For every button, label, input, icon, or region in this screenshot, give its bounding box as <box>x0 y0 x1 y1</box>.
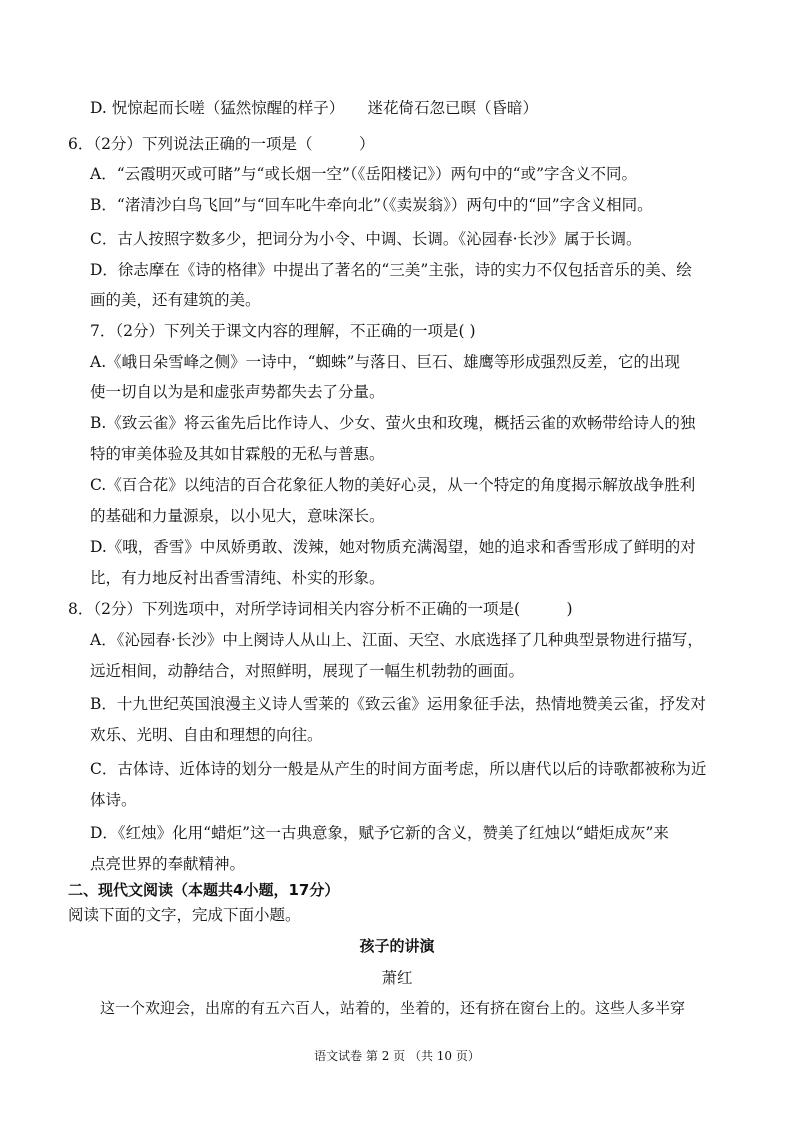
question-6-option-continued: 画的美，还有建筑的美。 <box>90 291 261 309</box>
question-8-option-continued: 欢乐、光明、自由和理想的向往。 <box>90 726 323 744</box>
question-7-option-continued: 使一切自以为是和虚张声势都失去了分量。 <box>90 383 385 401</box>
question-8-option: D．《红烛》化用“蜡炬”这一古典意象，赋予它新的含义，赞美了红烛以“蜡炬成灰”来 <box>90 824 669 842</box>
question-7-option: A.《峨日朵雪峰之侧》一诗中，“蜘蛛”与落日、巨石、雄鹰等形成强烈反差，它的出现 <box>90 353 680 371</box>
question-6-option: B．“渚清沙白鸟飞回”与“回车叱牛牵向北”（《卖炭翁》）两句中的“回”字含义相同。 <box>90 196 653 214</box>
section-heading: 二、现代文阅读（本题共4小题，17分） <box>68 881 340 899</box>
question-8-option: C．古体诗、近体诗的划分一般是从产生的时间方面考虑，所以唐代以后的诗歌都被称为近 <box>90 760 707 778</box>
question-8-stem: 8．（2分）下列选项中，对所学诗词相关内容分析不正确的一项是( ) <box>68 600 573 618</box>
question-8-option-continued: 点亮世界的奉献精神。 <box>90 855 246 873</box>
article-author: 萧红 <box>381 969 413 987</box>
article-first-line: 这一个欢迎会，出席的有五六百人，站着的，坐着的，还有挤在窗台上的。这些人多半穿 <box>100 999 686 1017</box>
question-7-option: B.《致云雀》将云雀先后比作诗人、少女、萤火虫和玫瑰，概括云雀的欢畅带给诗人的独 <box>90 414 696 432</box>
question-5-option-d: D. 怳惊起而长嗟（猛然惊醒的样子） 迷花倚石忽已暝（昏暗） <box>90 99 538 117</box>
question-6-option: A．“云霞明灭或可睹”与“或长烟一空”（《岳阳楼记》）两句中的“或”字含义不同。 <box>90 165 637 183</box>
question-6-option: C．古人按照字数多少，把词分为小令、中调、长调。《沁园春·长沙》属于长调。 <box>90 230 642 248</box>
page-footer: 语文试卷 第 2 页 （共 10 页） <box>314 1049 480 1063</box>
question-7-option-continued: 特的审美体验及其如甘霖般的无私与普惠。 <box>90 445 385 463</box>
question-8-option: B．十九世纪英国浪漫主义诗人雪莱的《致云雀》运用象征手法，热情地赞美云雀，抒发对 <box>90 695 706 713</box>
question-8-option: A．《沁园春·长沙》中上阕诗人从山上、江面、天空、水底选择了几种典型景物进行描写， <box>90 631 703 649</box>
question-7-option-continued: 的基础和力量源泉，以小见大，意味深长。 <box>90 507 385 525</box>
section-instruction: 阅读下面的文字，完成下面小题。 <box>68 906 301 924</box>
question-8-option-continued: 远近相间，动静结合，对照鲜明，展现了一幅生机勃勃的画面。 <box>90 662 525 680</box>
question-7-option: C.《百合花》以纯洁的百合花象征人物的美好心灵，从一个特定的角度揭示解放战争胜利 <box>90 476 696 494</box>
article-title: 孩子的讲演 <box>359 937 435 955</box>
question-7-option-continued: 比，有力地反衬出香雪清纯、朴实的形象。 <box>90 569 385 587</box>
question-6-stem: 6．（2分）下列说法正确的一项是（ ） <box>68 135 375 153</box>
question-7-stem: 7．（2分）下列关于课文内容的理解，不正确的一项是( ) <box>90 322 476 340</box>
question-7-option: D.《哦，香雪》中凤娇勇敢、泼辣，她对物质充满渴望，她的追求和香雪形成了鲜明的对 <box>90 538 696 556</box>
question-6-option: D．徐志摩在《诗的格律》中提出了著名的“三美”主张，诗的实力不仅包括音乐的美、绘 <box>90 261 692 279</box>
question-8-option-continued: 体诗。 <box>90 791 137 809</box>
